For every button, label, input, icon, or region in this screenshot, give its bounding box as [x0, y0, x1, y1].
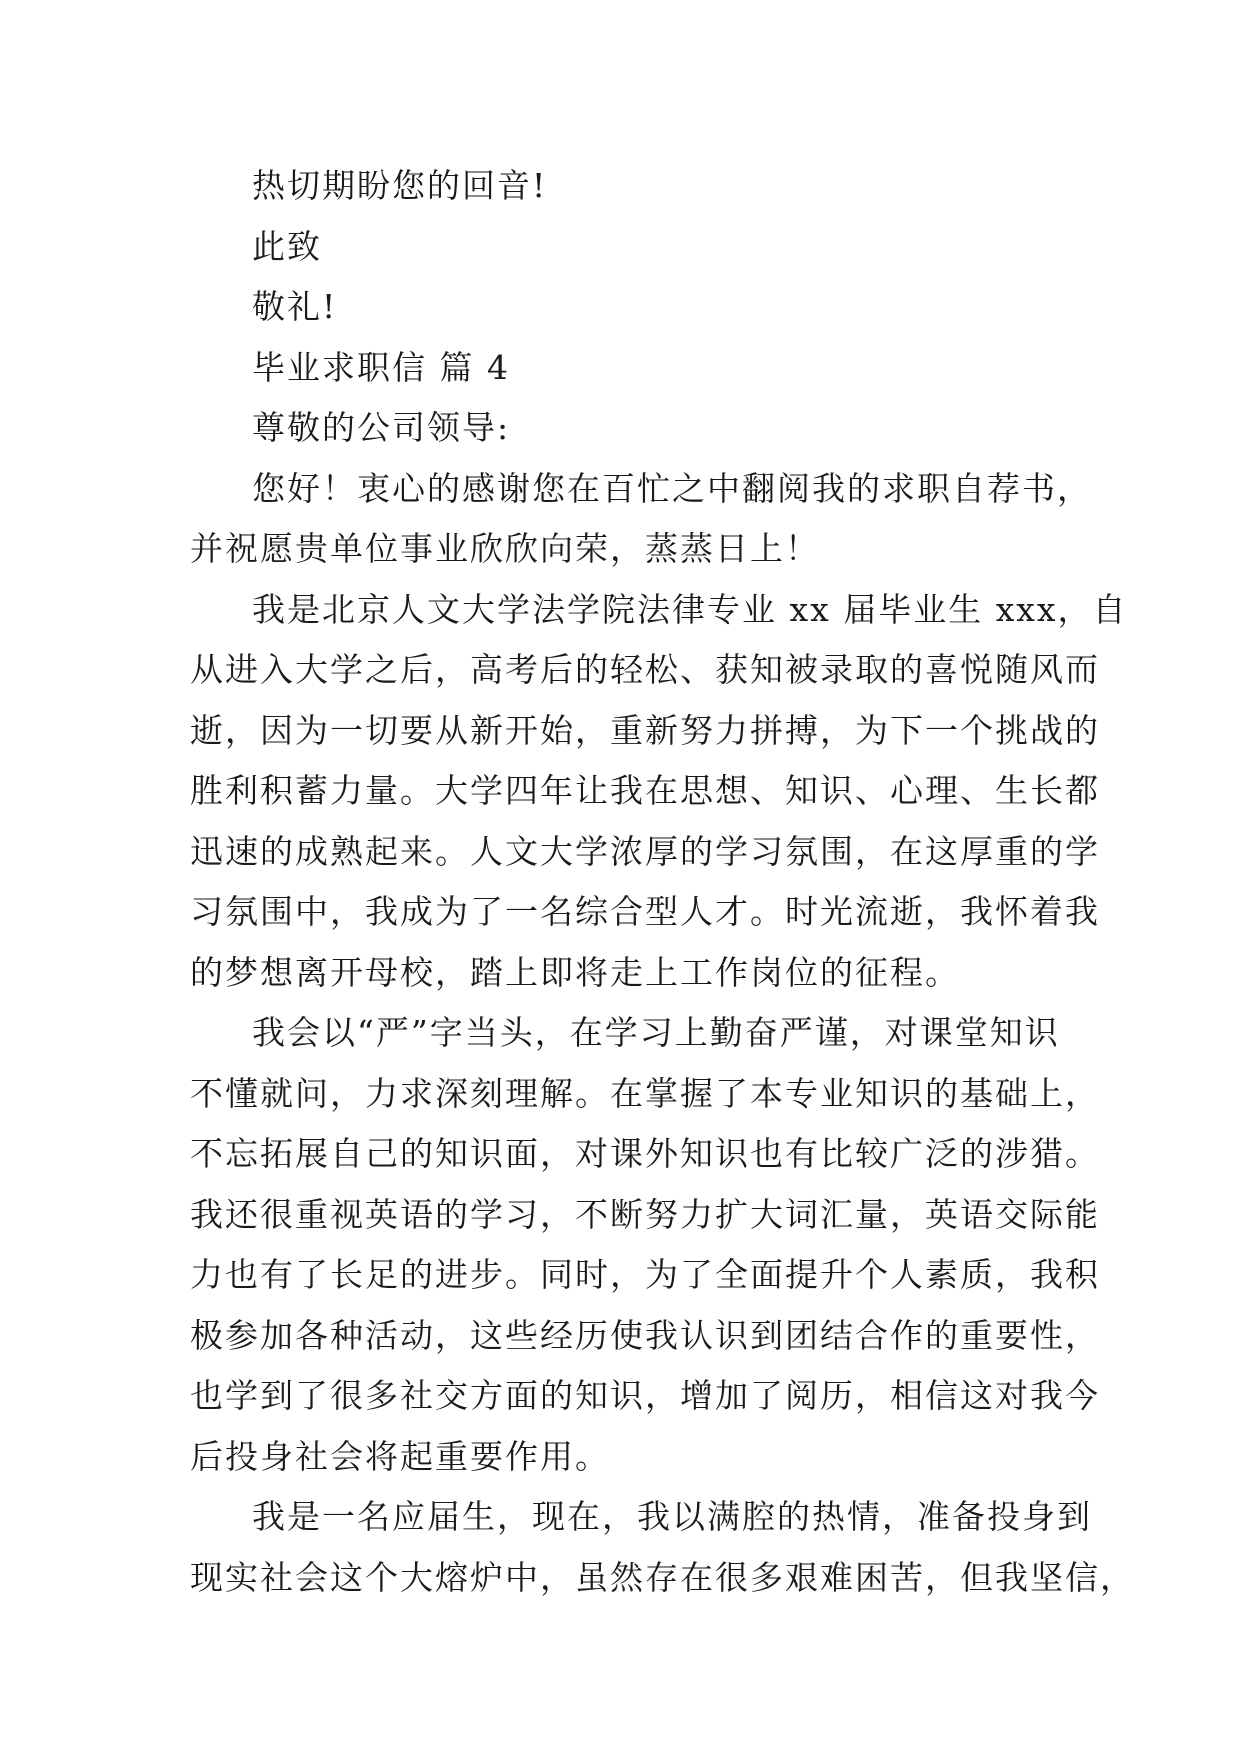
paragraph-line: 现实社会这个大熔炉中，虽然存在很多艰难困苦，但我坚信，	[190, 1558, 1135, 1597]
paragraph-line: 习氛围中，我成为了一名综合型人才。时光流逝，我怀着我	[190, 892, 1100, 931]
paragraph-line: 的梦想离开母校，踏上即将走上工作岗位的征程。	[190, 953, 960, 992]
section-title: 毕业求职信 篇 4	[252, 348, 510, 387]
paragraph-line: 也学到了很多社交方面的知识，增加了阅历，相信这对我今	[190, 1376, 1100, 1415]
paragraph-line: 我会以“严”字当头，在学习上勤奋严谨，对课堂知识	[252, 1013, 1060, 1052]
paragraph-line: 胜利积蓄力量。大学四年让我在思想、知识、心理、生长都	[190, 771, 1100, 810]
paragraph-line: 逝，因为一切要从新开始，重新努力拼搏，为下一个挑战的	[190, 711, 1100, 750]
paragraph-line: 我是一名应届生，现在，我以满腔的热情，准备投身到	[252, 1497, 1092, 1536]
closing-hope: 热切期盼您的回音!	[252, 166, 548, 205]
closing-salute-1: 此致	[252, 227, 322, 266]
paragraph-line: 不忘拓展自己的知识面，对课外知识也有比较广泛的涉猎。	[190, 1134, 1100, 1173]
paragraph-line: 您好！衷心的感谢您在百忙之中翻阅我的求职自荐书，	[252, 469, 1092, 508]
paragraph-line: 不懂就问，力求深刻理解。在掌握了本专业知识的基础上，	[190, 1074, 1100, 1113]
paragraph-line: 力也有了长足的进步。同时，为了全面提升个人素质，我积	[190, 1255, 1100, 1294]
paragraph-line: 从进入大学之后，高考后的轻松、获知被录取的喜悦随风而	[190, 650, 1100, 689]
closing-salute-2: 敬礼!	[252, 287, 338, 326]
paragraph-line: 后投身社会将起重要作用。	[190, 1437, 610, 1476]
greeting: 尊敬的公司领导:	[252, 408, 511, 447]
paragraph-line: 迅速的成熟起来。人文大学浓厚的学习氛围，在这厚重的学	[190, 832, 1100, 871]
paragraph-line: 并祝愿贵单位事业欣欣向荣，蒸蒸日上！	[190, 529, 820, 568]
paragraph-line: 极参加各种活动，这些经历使我认识到团结合作的重要性，	[190, 1316, 1100, 1355]
paragraph-line: 我是北京人文大学法学院法律专业 xx 届毕业生 xxx，自	[252, 590, 1128, 629]
paragraph-line: 我还很重视英语的学习，不断努力扩大词汇量，英语交际能	[190, 1195, 1100, 1234]
